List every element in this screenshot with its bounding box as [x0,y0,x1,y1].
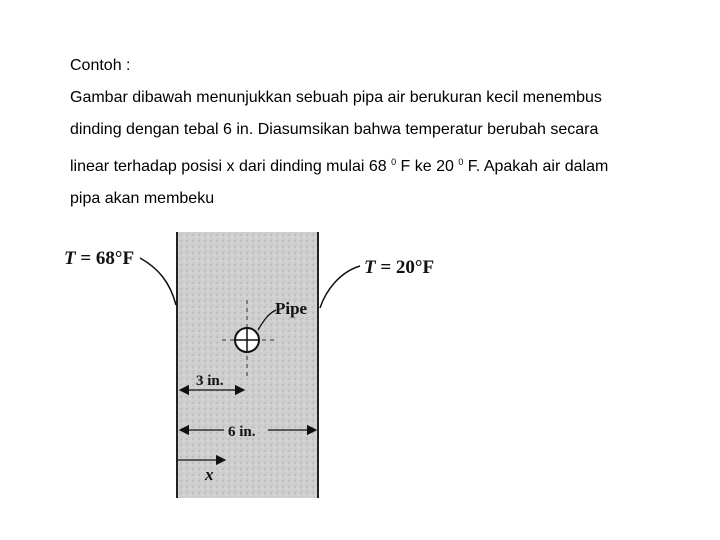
example-heading: Contoh : [70,57,131,74]
temp-left-value: = 68°F [75,248,135,269]
x-axis-label: x [205,465,214,484]
temp-left-variable: T [64,248,76,269]
paragraph-line-3-part-a: linear terhadap posisi x dari dinding mulai 68 [70,158,392,175]
paragraph-line-4: pipa akan membeku [70,190,215,207]
degree-superscript-1: 0 [391,157,397,167]
temp-right-variable: T [364,257,376,278]
dim-6in-label: 6 in. [228,424,256,440]
paragraph-line-2: dinding dengan tebal 6 in. Diasumsikan bahwa temperatur berubah secara [70,121,599,138]
temp-left-label [64,248,134,269]
paragraph-line-3-part-b: F ke 20 [396,158,459,175]
temp-right-value: = 20°F [375,257,435,278]
dim-3in-label: 3 in. [196,373,224,389]
temp-right-leader-curve [320,266,360,308]
pipe-label: Pipe [275,299,308,318]
temp-right-label [364,257,434,278]
degree-superscript-2: 0 [458,157,464,167]
paragraph-line-1: Gambar dibawah menunjukkan sebuah pipa air berukuran kecil menembus [70,89,602,106]
temp-left-leader-curve [140,258,176,305]
paragraph-line-3-part-c: F. Apakah air dalam [463,158,609,175]
